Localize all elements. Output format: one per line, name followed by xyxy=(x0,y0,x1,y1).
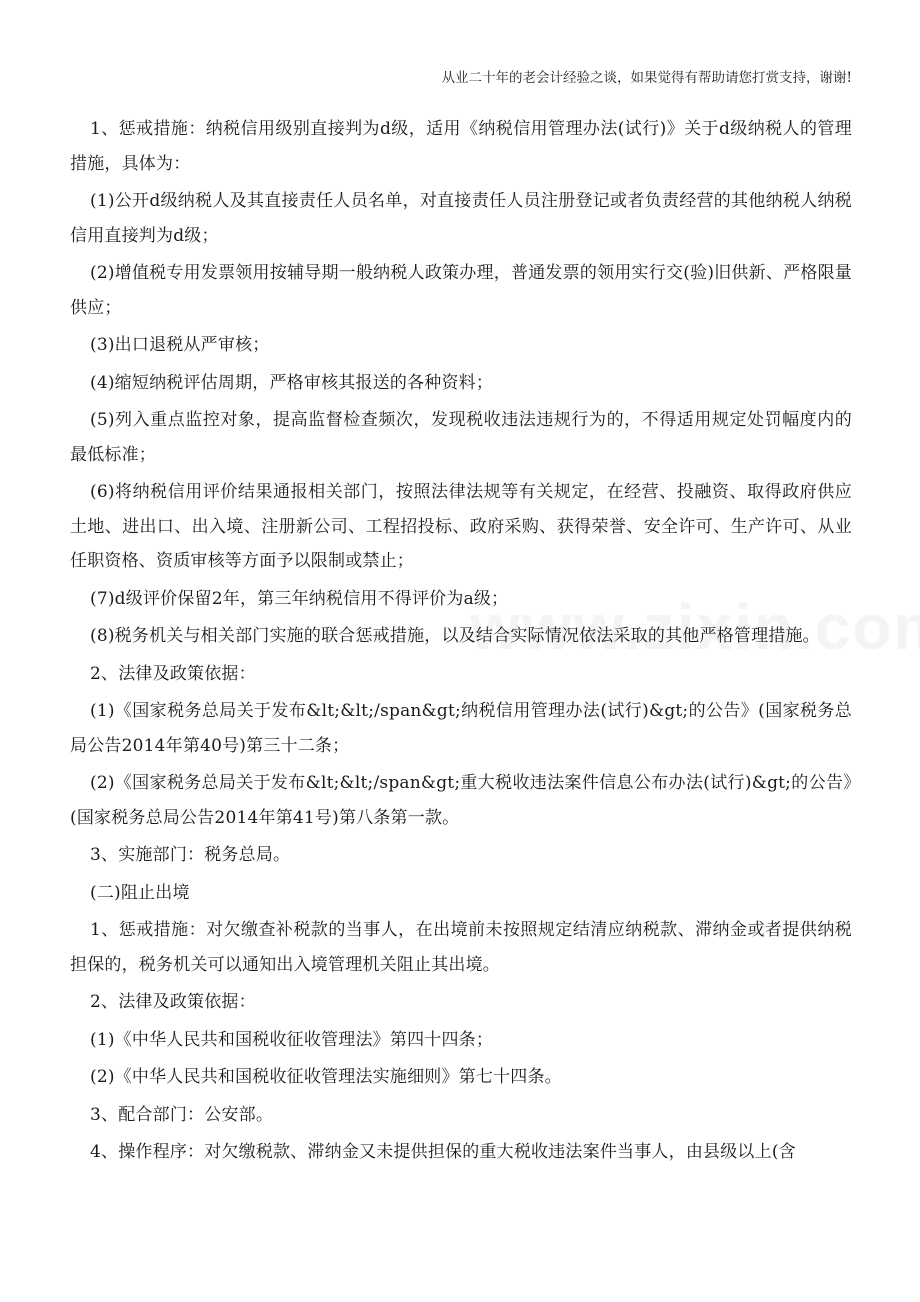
paragraph: 2、法律及政策依据： xyxy=(90,992,256,1012)
header-note: 从业二十年的老会计经验之谈，如果觉得有帮助请您打赏支持，谢谢! xyxy=(441,70,852,86)
paragraph: 3、配合部门：公安部。 xyxy=(90,1104,274,1125)
paragraph: 1、惩戒措施：纳税信用级别直接判为d级，适用《纳税信用管理办法(试行)》关于d级纳税人的管理措施，具体为： xyxy=(70,119,852,174)
paragraph: 2、法律及政策依据： xyxy=(90,663,256,684)
paragraph: (4)缩短纳税评估周期，严格审核其报送的各种资料； xyxy=(90,372,494,393)
document-body xyxy=(70,112,852,1173)
paragraph: (2)《中华人民共和国税收征收管理法实施细则》第七十四条。 xyxy=(90,1067,562,1087)
paragraph: (3)出口退税从严审核； xyxy=(90,335,270,355)
paragraph: (1)《国家税务总局关于发布&lt;&lt;/span&gt;纳税信用管理办法(试行)&gt;的公告》(国家税务总局公告2014年第40号)第三十二条； xyxy=(70,701,852,756)
paragraph: 3、实施部门：税务总局。 xyxy=(90,845,291,865)
paragraph: (1)公开d级纳税人及其直接责任人员名单，对直接责任人员注册登记或者负责经营的其他纳税人纳税信用直接判为d级； xyxy=(70,191,852,246)
paragraph: (8)税务机关与相关部门实施的联合惩戒措施，以及结合实际情况依法采取的其他严格管理措施。 xyxy=(90,626,820,646)
paragraph: 1、惩戒措施：对欠缴查补税款的当事人，在出境前未按照规定结清应纳税款、滞纳金或者提供纳税担保的，税务机关可以通知出入境管理机关阻止其出境。 xyxy=(70,920,852,975)
paragraph: (1)《中华人民共和国税收征收管理法》第四十四条； xyxy=(90,1029,494,1050)
paragraph: 4、操作程序：对欠缴税款、滞纳金又未提供担保的重大税收违法案件当事人，由县级以上(含 xyxy=(90,1142,796,1162)
paragraph: (2)增值税专用发票领用按辅导期一般纳税人政策办理，普通发票的领用实行交(验)旧供新、严格限量供应； xyxy=(70,263,852,318)
paragraph: (2)《国家税务总局关于发布&lt;&lt;/span&gt;重大税收违法案件信息公布办法(试行)&gt;的公告》(国家税务总局公告2014年第41号)第八条第一款。 xyxy=(70,773,852,828)
section-heading: (二)阻止出境 xyxy=(90,882,190,903)
paragraph: (7)d级评价保留2年，第三年纳税信用不得评价为a级； xyxy=(90,588,509,609)
paragraph: (6)将纳税信用评价结果通报相关部门，按照法律法规等有关规定，在经营、投融资、取得政府供应土地、进出口、出入境、注册新公司、工程招投标、政府采购、获得荣誉、安全许可、生产许可、从业任职资格、资质审核等方面予以限制或禁止； xyxy=(70,482,852,571)
paragraph: (5)列入重点监控对象，提高监督检查频次，发现税收违法违规行为的，不得适用规定处罚幅度内的最低标准； xyxy=(70,410,852,465)
